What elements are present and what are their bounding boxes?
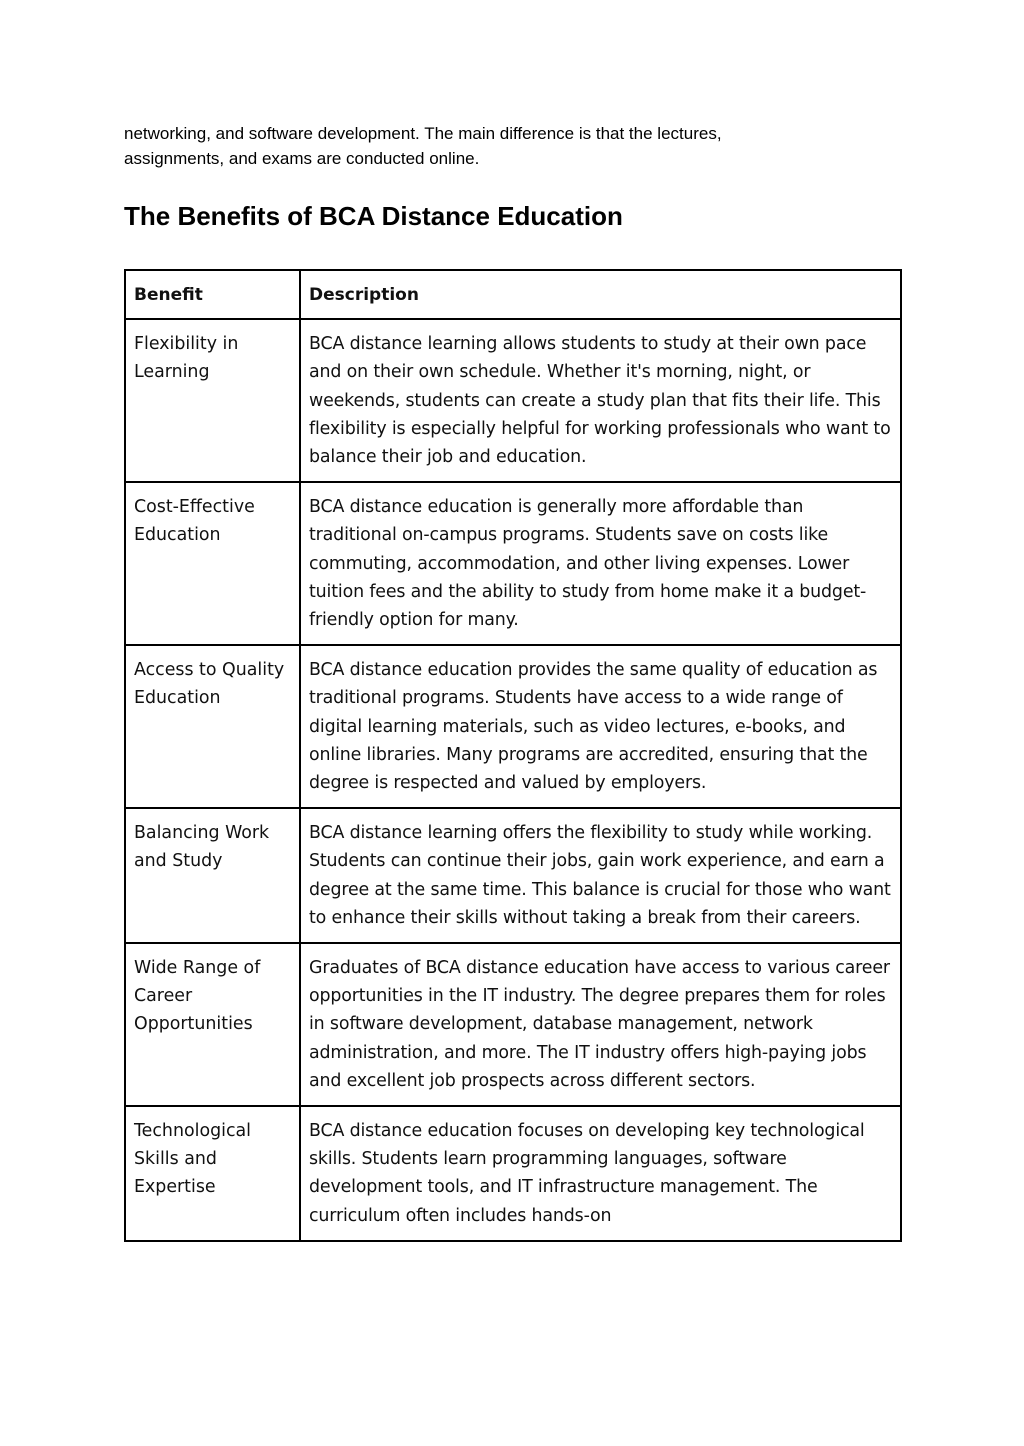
intro-paragraph	[124, 121, 900, 171]
cell-description: BCA distance education is generally more affordable than traditional on-campus programs. Students save on costs like commuting, accommodation, and other living expenses. Lower tuition fees and the ability to study from home make it a budget-friendly option for many.	[300, 482, 901, 645]
benefits-table	[124, 269, 902, 1242]
document-page	[124, 121, 900, 1242]
cell-benefit: Wide Range of Career Opportunities	[125, 943, 300, 1106]
table-row	[125, 1106, 901, 1241]
table-row	[125, 319, 901, 482]
cell-description: BCA distance learning offers the flexibility to study while working. Students can continue their jobs, gain work experience, and earn a degree at the same time. This balance is crucial for those who want to enhance their skills without taking a break from their careers.	[300, 808, 901, 943]
cell-benefit: Balancing Work and Study	[125, 808, 300, 943]
table-row	[125, 943, 901, 1106]
cell-description: BCA distance education focuses on developing key technological skills. Students learn programming languages, software development tools, and IT infrastructure management. The curriculum often includes hands-on	[300, 1106, 901, 1241]
cell-description: BCA distance education provides the same quality of education as traditional programs. Students have access to a wide range of digital learning materials, such as video lectures, e-books, and online libraries. Many programs are accredited, ensuring that the degree is respected and valued by employers.	[300, 645, 901, 808]
table-header-row	[125, 270, 901, 319]
section-heading: The Benefits of BCA Distance Education	[124, 201, 623, 231]
cell-benefit: Technological Skills and Expertise	[125, 1106, 300, 1241]
table-row	[125, 645, 901, 808]
cell-benefit: Flexibility in Learning	[125, 319, 300, 482]
header-description: Description	[300, 270, 901, 319]
header-benefit: Benefit	[125, 270, 300, 319]
cell-description: BCA distance learning allows students to study at their own pace and on their own schedule. Whether it's morning, night, or weekends, students can create a study plan that fits their life. This flexibility is especially helpful for working professionals who want to balance their job and education.	[300, 319, 901, 482]
table-row	[125, 808, 901, 943]
cell-description: Graduates of BCA distance education have access to various career opportunities in the IT industry. The degree prepares them for roles in software development, database management, network administration, and more. The IT industry offers high-paying jobs and excellent job prospects across different sectors.	[300, 943, 901, 1106]
intro-line: assignments, and exams are conducted online.	[124, 149, 480, 168]
table-row	[125, 482, 901, 645]
intro-line: networking, and software development. The main difference is that the lectures,	[124, 124, 722, 143]
cell-benefit: Access to Quality Education	[125, 645, 300, 808]
cell-benefit: Cost-Effective Education	[125, 482, 300, 645]
